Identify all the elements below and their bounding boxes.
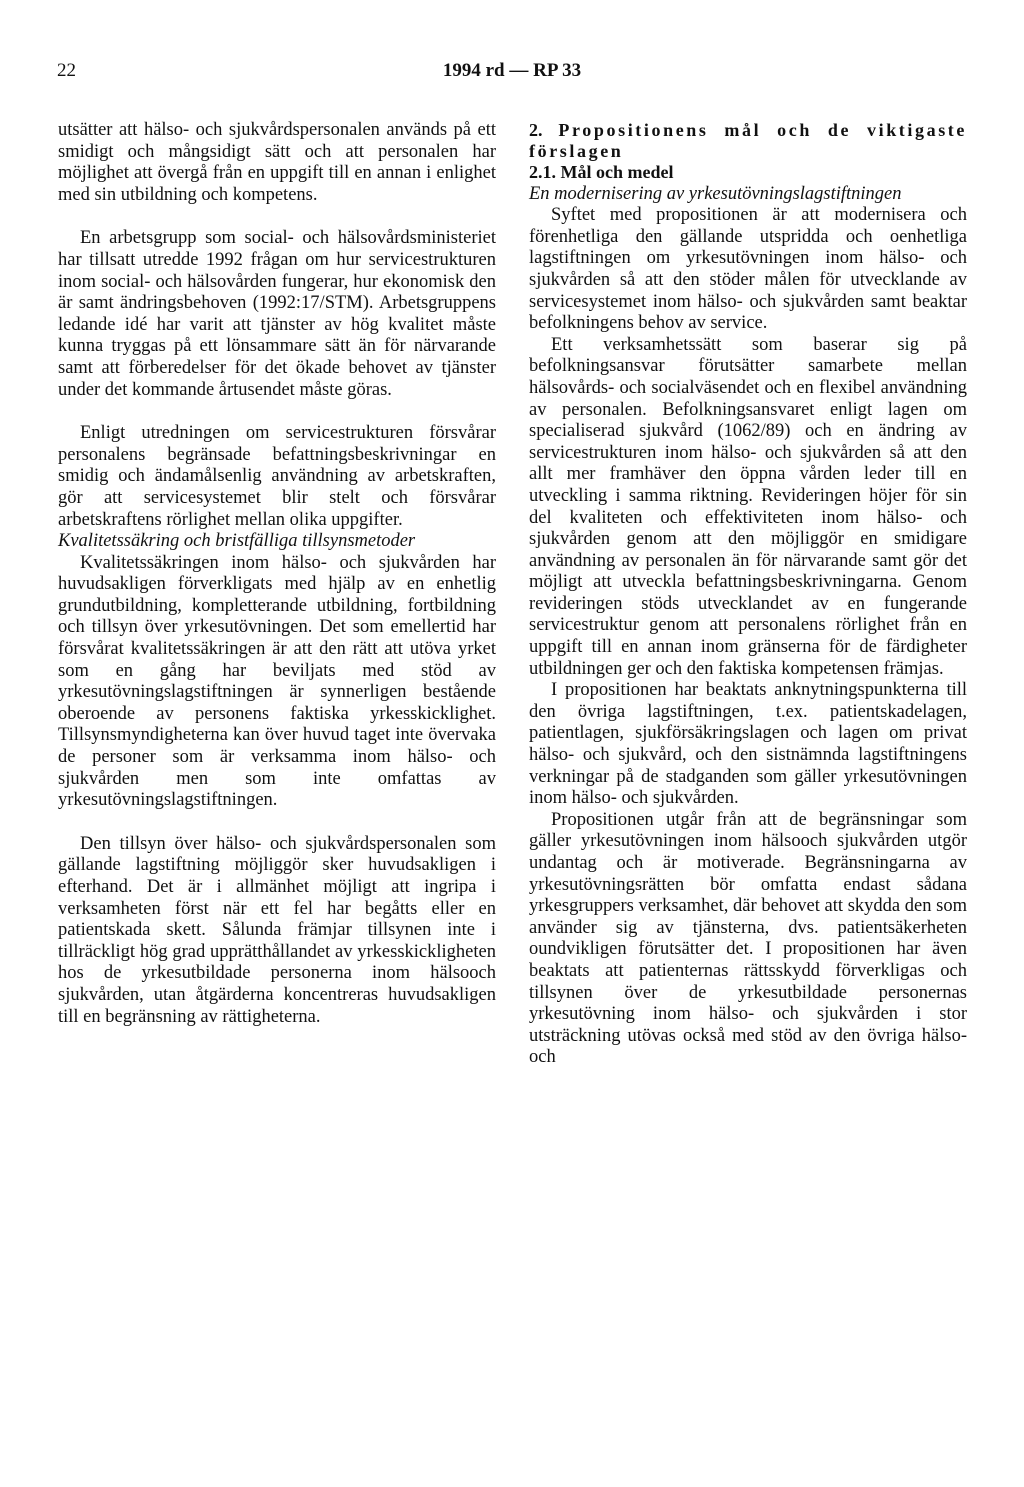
right-paragraph-3: I propositionen har beaktats anknytningspunkterna till den övriga lagstiftningen, t.ex. patientskadelagen, patientlagen, sjukförsäkringslagen och lagen om privat hälso- och sjukvård, och den sistnämnda lagstiftningens verkningar på de stadganden som gäller yrkesutövningen inom hälso- och sjukvården. [529,680,967,809]
left-subheading: Kvalitetssäkring och bristfälliga tillsynsmetoder [58,531,416,552]
right-paragraph-1: Syftet med propositionen är att modernisera och förenhetliga den gällande utspridda och oenhetliga lagstiftningen om yrkesutövningen inom hälso- och sjukvården så att den stöder målen för utvecklande av servicesystemet inom hälso- och sjukvården samt beaktar befolkningens behov av service. [529,205,967,334]
left-paragraph-2: En arbetsgrupp som social- och hälsovårdsministeriet har tillsatt utredde 1992 frågan om hur servicestrukturen inom social- och hälsovården fungerar, hur ekonomisk den är samt ändringsbehoven (1992:17/STM). Arbetsgruppens ledande idé har varit att tjänster av hög kvalitet måste kunna tryggas på ett lönsammare sätt än för närvarande samt att förberedelser för det ökade behovet av tjänster under det kommande årtusendet måste göras. [58,228,496,400]
right-paragraph-4: Propositionen utgår från att de begränsningar som gäller yrkesutövningen inom hälsooch sjukvården utgör undantag och är motiverade. Begränsningarna av yrkesutövningsrätten bör omfatta endast sådana yrkesgruppers verksamhet, där behovet att skydda den som använder sig av tjänsterna, dvs. patientsäkerheten oundvikligen förutsätter det. I propositionen har även beaktats att patienternas rättsskydd förverkligas och tillsynen över de yrkesutbildade personernas yrkesutövning inom hälso- och sjukvården i stor utsträckning utövas också med stöd av den övriga hälso- och [529,809,967,1068]
page-number: 22 [57,60,76,81]
section-heading [529,120,967,162]
right-column [529,120,967,1069]
left-paragraph-1: utsätter att hälso- och sjukvårdspersonalen används på ett smidigt och mångsidigt sätt och att personalen har möjlighet att övergå från en uppgift till en annan i enlighet med sin utbildning och kompetens. [58,120,496,205]
section-number: 2. [529,120,543,140]
page-header [0,60,1024,100]
right-paragraph-2: Ett verksamhetssätt som baserar sig på befolkningsansvar förutsätter samarbete mellan hälsovårds- och socialväsendet och en flexibel användning av personalen. Befolkningsansvaret enligt lagen om specialiserad sjukvård (1062/89) och en ändring av servicestrukturen inom hälso- och sjukvården så att den allt mer framhäver den öppna vården leder till en utveckling i samma riktning. Revideringen höjer för sin del kvaliteten och effektiviteten inom hälso- och sjukvården genom att den möjliggör en smidigare användning av personalen än för närvarande samt gör det möjligt att utveckla befattningsbeskrivningarna. Genom revideringen stöds utvecklandet av en fungerande servicestruktur genom att personalens rörlighet från en uppgift till en annan inom gränserna för de färdigheter utbildningen ger och den faktiska kompetensen främjas. [529,334,967,679]
left-column [58,120,496,1028]
left-paragraph-4: Kvalitetssäkringen inom hälso- och sjukvården har huvudsakligen förverkligats med hjälp av en enhetlig grundutbildning, kompletterande utbildning, fortbildning och tillsyn över yrkesutövningen. Det som emellertid har försvårat kvalitetssäkringen är att den rätt att utöva yrket som en gång har beviljats med stöd av yrkesutövningslagstiftningen är synnerligen bestående oberoende av personens faktiska yrkesskicklighet. Tillsynsmyndigheterna kan över huvud taget inte övervaka de personer som är verksamma inom hälso- och sjukvården men som inte omfattas av yrkesutövningslagstiftningen. [58,552,496,811]
running-title: 1994 rd — RP 33 [442,60,582,81]
left-paragraph-3: Enligt utredningen om servicestrukturen försvårar personalens begränsade befattningsbeskrivningar en smidig och ändamålsenlig användning av arbetskraften, gör att servicesystemet blir stelt och försvårar arbetskraftens rörlighet mellan olika uppgifter. [58,423,496,530]
section-title: Propositionens mål och de viktigaste förslagen [529,120,967,161]
subsection-heading: 2.1. Mål och medel [529,162,674,182]
right-subheading: En modernisering av yrkesutövningslagstiftningen [529,183,902,204]
left-paragraph-5: Den tillsyn över hälso- och sjukvårdspersonalen som gällande lagstiftning möjliggör sker huvudsakligen i efterhand. Det är i allmänhet möjligt att ingripa i verksamheten först när ett fel har begåtts eller en patientskada skett. Sålunda främjar tillsynen inte i tillräckligt hög grad upprätthållandet av yrkesskickligheten hos de yrkesutbildade personerna inom hälsooch sjukvården, utan åtgärderna koncentreras huvudsakligen till en begränsning av rättigheterna. [58,833,496,1027]
